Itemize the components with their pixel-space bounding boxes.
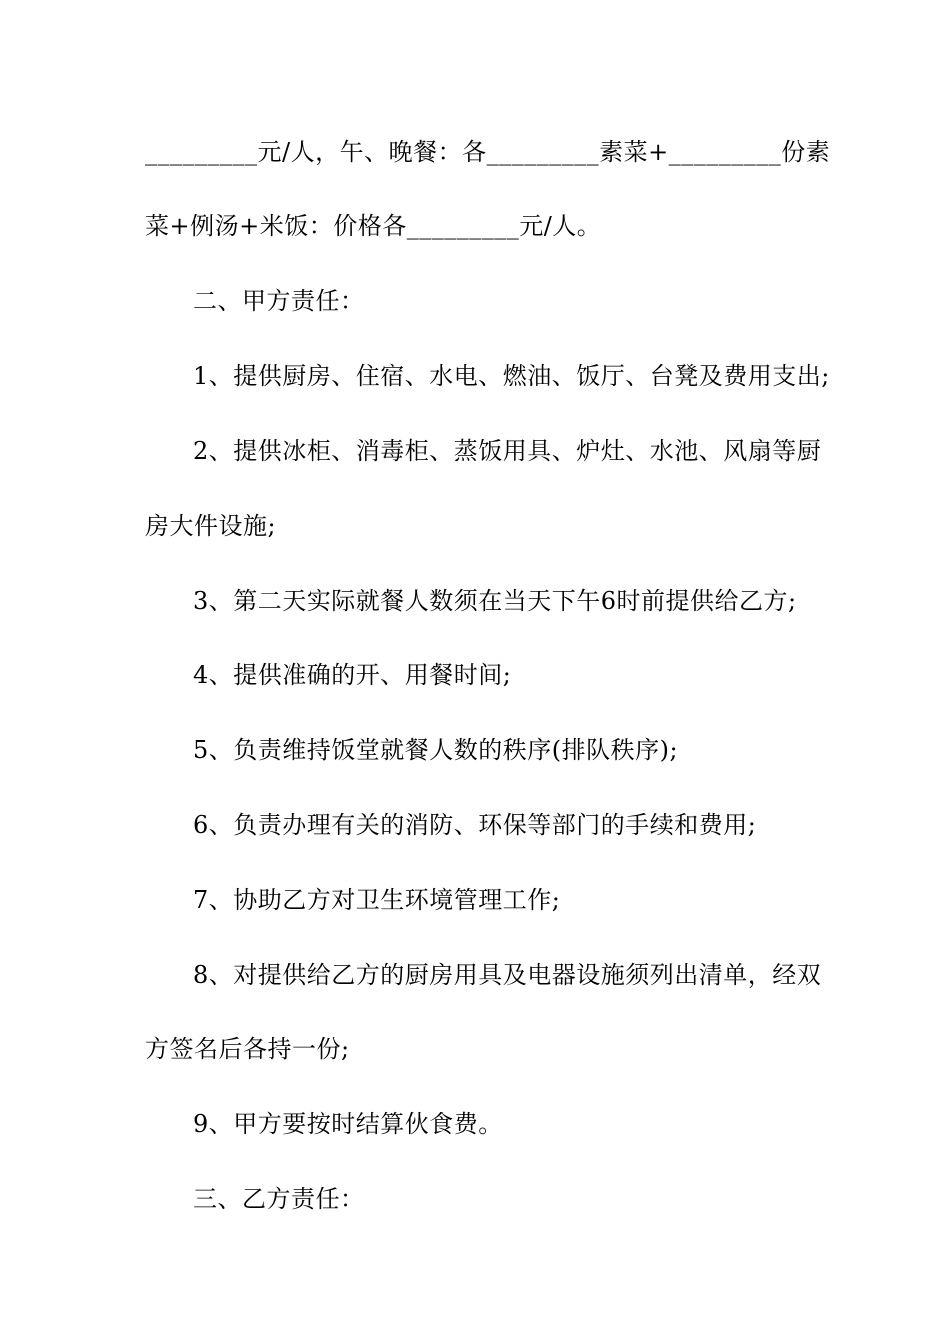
section-heading-party-a: 二、甲方责任： xyxy=(193,287,365,315)
list-item-a2-continued: 房大件设施; xyxy=(145,512,277,540)
list-item-a8-continued: 方签名后各持一份; xyxy=(145,1035,350,1063)
list-item-a6: 6、负责办理有关的消防、环保等部门的手续和费用; xyxy=(193,811,757,839)
text-line-meal-price-continued: _________元/人，午、晚餐：各_________素菜+_________份素 xyxy=(145,138,831,166)
list-item-a3: 3、第二天实际就餐人数须在当天下午6时前提供给乙方; xyxy=(193,587,797,615)
list-item-a9: 9、甲方要按时结算伙食费。 xyxy=(193,1110,503,1138)
section-heading-party-b: 三、乙方责任： xyxy=(193,1185,365,1213)
list-item-a7: 7、协助乙方对卫生环境管理工作; xyxy=(193,886,561,914)
list-item-a8: 8、对提供给乙方的厨房用具及电器设施须列出清单，经双 xyxy=(193,961,822,989)
text-line-meal-price-end: 菜+例汤+米饭：价格各_________元/人。 xyxy=(145,212,602,240)
list-item-a4: 4、提供准确的开、用餐时间; xyxy=(193,661,512,689)
list-item-a1: 1、提供厨房、住宿、水电、燃油、饭厅、台凳及费用支出; xyxy=(193,362,830,390)
list-item-a2: 2、提供冰柜、消毒柜、蒸饭用具、炉灶、水池、风扇等厨 xyxy=(193,437,822,465)
list-item-a5: 5、负责维持饭堂就餐人数的秩序(排队秩序); xyxy=(193,736,679,764)
